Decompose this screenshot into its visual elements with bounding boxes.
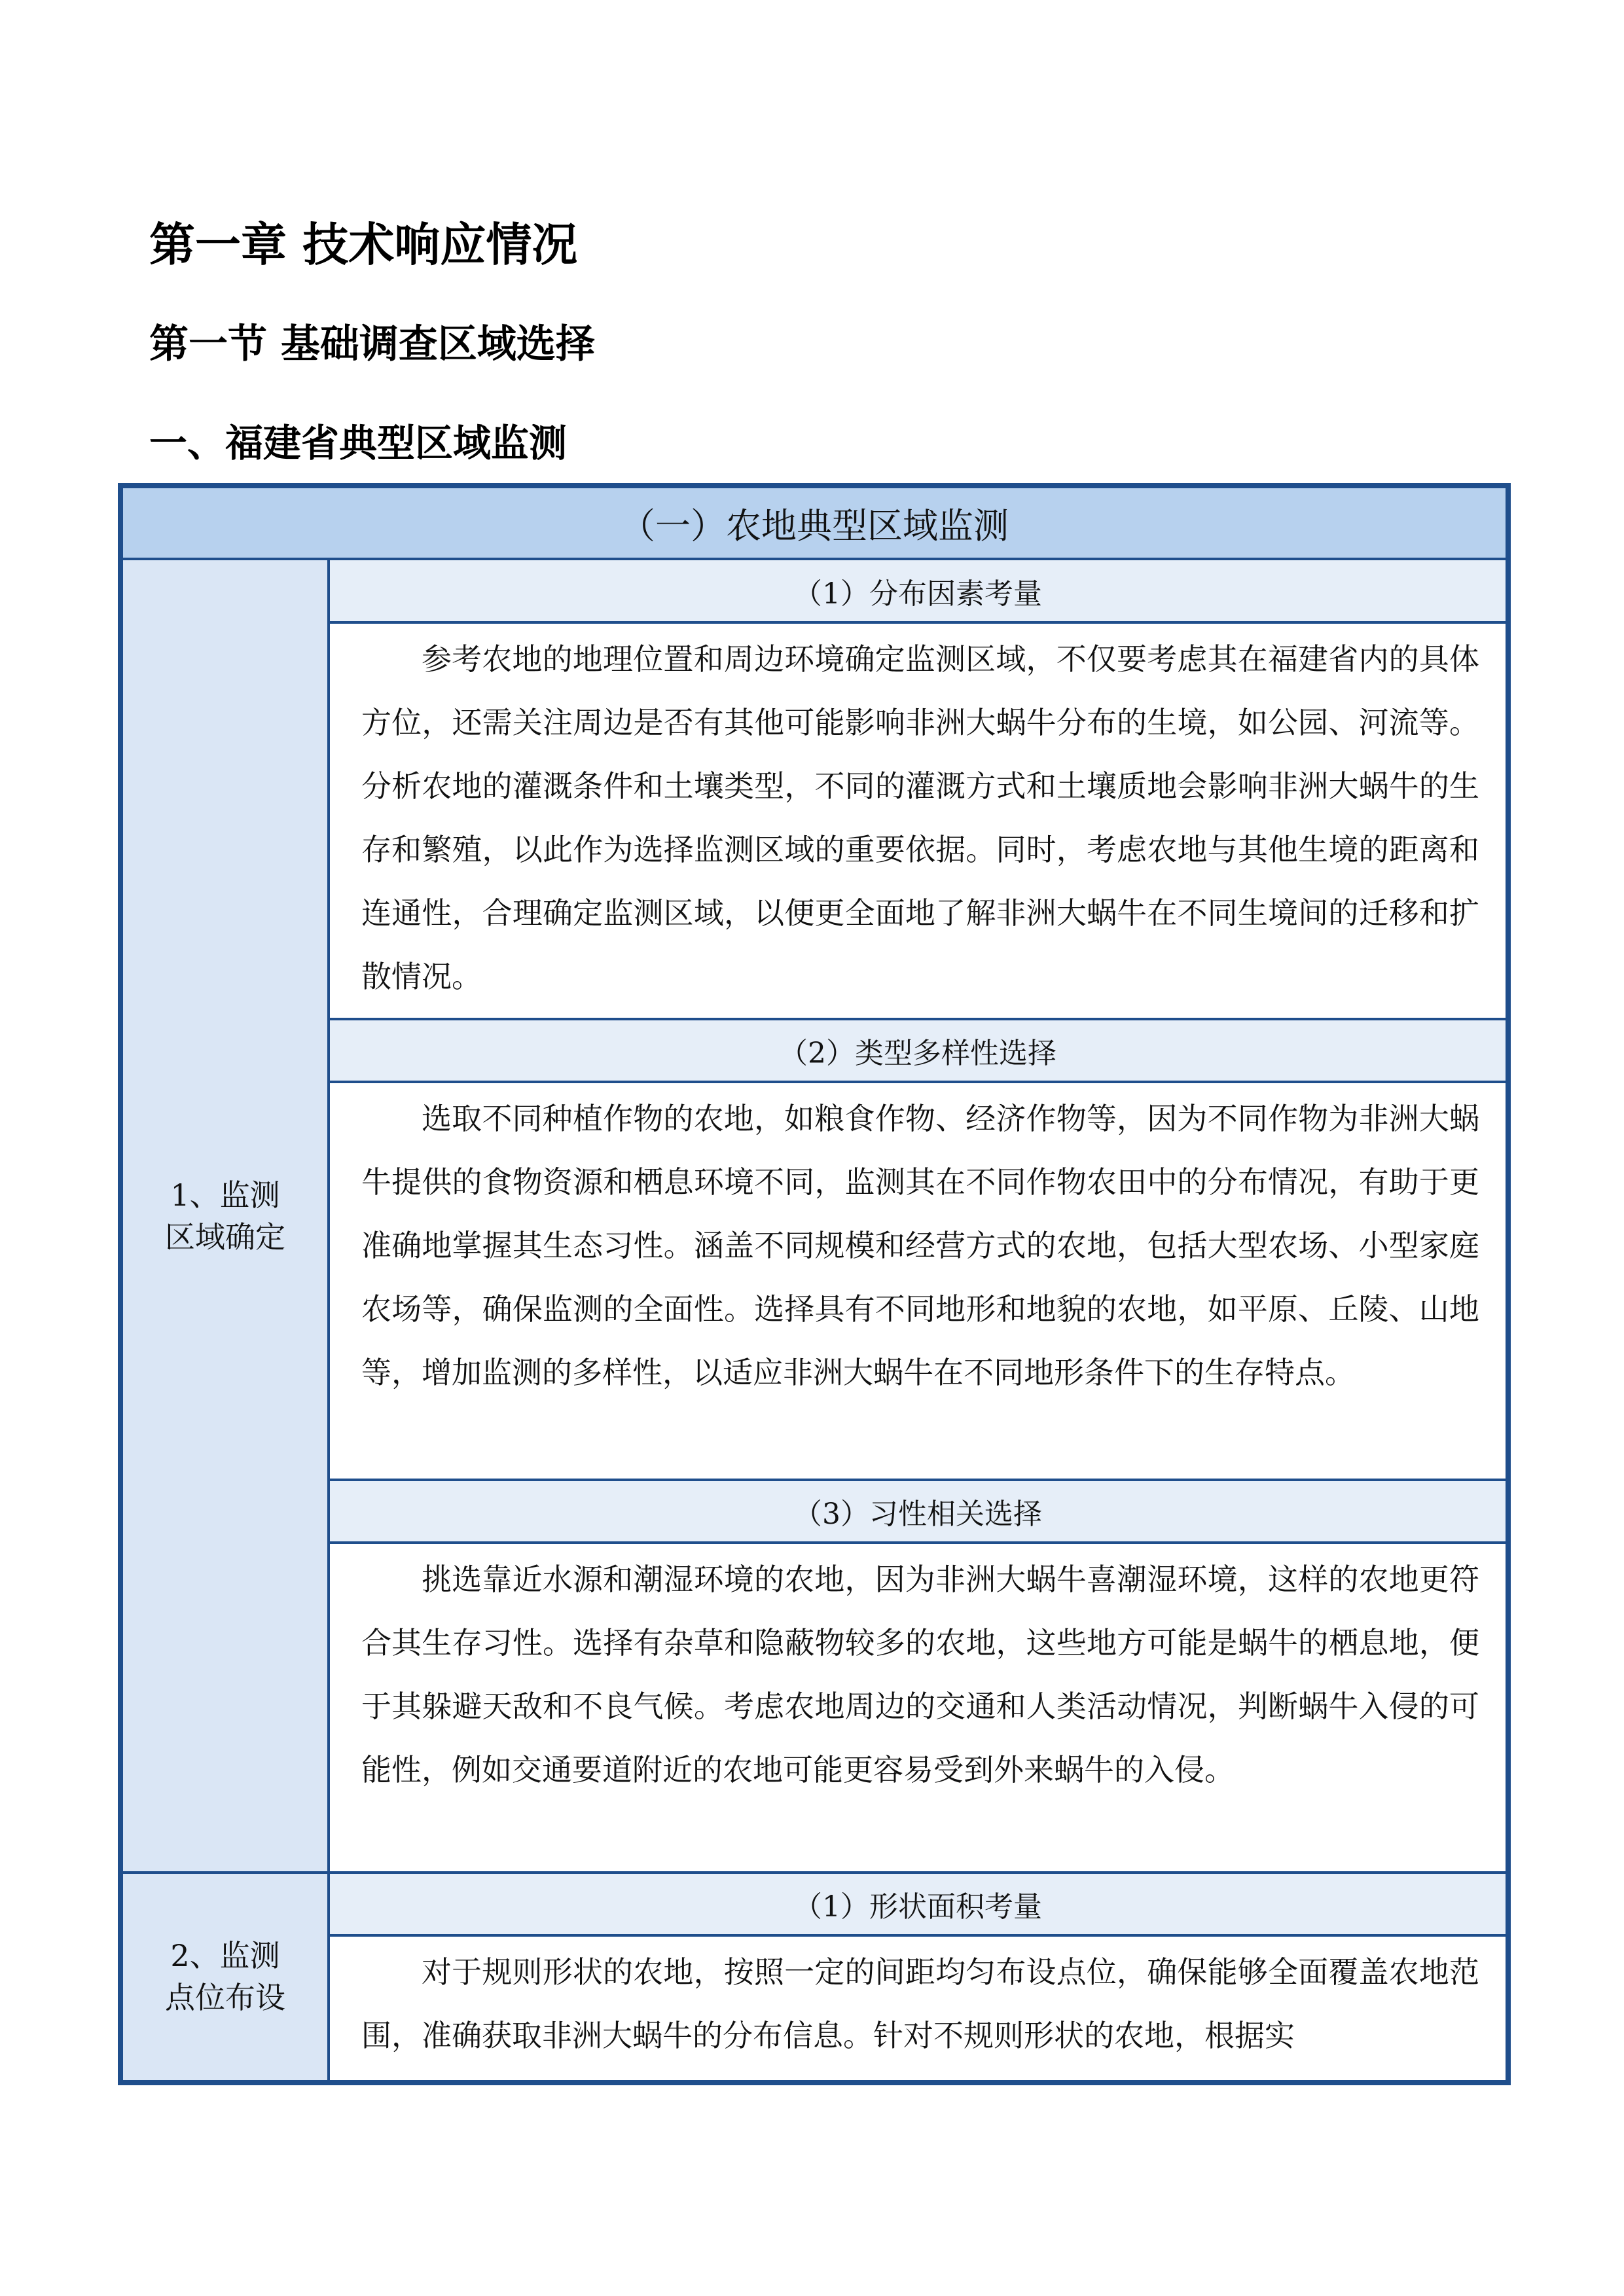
subsection-title: 一、福建省典型区域监测 xyxy=(149,421,568,465)
paragraph-shape-area: 对于规则形状的农地，按照一定的间距均匀布设点位，确保能够全面覆盖农地范围，准确获取非洲大蜗牛的分布信息。针对不规则形状的农地，根据实 xyxy=(329,1935,1508,2083)
monitoring-table xyxy=(118,483,1511,2085)
subheading-distribution-factors: （1）分布因素考量 xyxy=(329,559,1508,622)
table-banner: （一）农地典型区域监测 xyxy=(120,486,1508,559)
subheading-shape-area: （1）形状面积考量 xyxy=(329,1873,1508,1935)
subheading-habit-related: （3）习性相关选择 xyxy=(329,1480,1508,1543)
paragraph-habit-related: 挑选靠近水源和潮湿环境的农地，因为非洲大蜗牛喜潮湿环境，这样的农地更符合其生存习性。选择有杂草和隐蔽物较多的农地，这些地方可能是蜗牛的栖息地，便于其躲避天敌和不良气候。考虑农地周边的交通和人类活动情况，判断蜗牛入侵的可能性，例如交通要道附近的农地可能更容易受到外来蜗牛的入侵。 xyxy=(329,1543,1508,1873)
paragraph-type-diversity: 选取不同种植作物的农地，如粮食作物、经济作物等，因为不同作物为非洲大蜗牛提供的食物资源和栖息环境不同，监测其在不同作物农田中的分布情况，有助于更准确地掌握其生态习性。涵盖不同规模和经营方式的农地，包括大型农场、小型家庭农场等，确保监测的全面性。选择具有不同地形和地貌的农地，如平原、丘陵、山地等，增加监测的多样性，以适应非洲大蜗牛在不同地形条件下的生存特点。 xyxy=(329,1082,1508,1480)
subheading-type-diversity: （2）类型多样性选择 xyxy=(329,1019,1508,1082)
paragraph-distribution-factors: 参考农地的地理位置和周边环境确定监测区域，不仅要考虑其在福建省内的具体方位，还需关注周边是否有其他可能影响非洲大蜗牛分布的生境，如公园、河流等。分析农地的灌溉条件和土壤类型，不同的灌溉方式和土壤质地会影响非洲大蜗牛的生存和繁殖，以此作为选择监测区域的重要依据。同时，考虑农地与其他生境的距离和连通性，合理确定监测区域，以便更全面地了解非洲大蜗牛在不同生境间的迁移和扩散情况。 xyxy=(329,622,1508,1019)
row-label-monitoring-points: 2、监测点位布设 xyxy=(120,1873,329,2083)
chapter-title: 第一章 技术响应情况 xyxy=(149,218,578,272)
row-label-monitoring-area: 1、监测区域确定 xyxy=(120,559,329,1873)
section-title: 第一节 基础调查区域选择 xyxy=(149,321,595,367)
